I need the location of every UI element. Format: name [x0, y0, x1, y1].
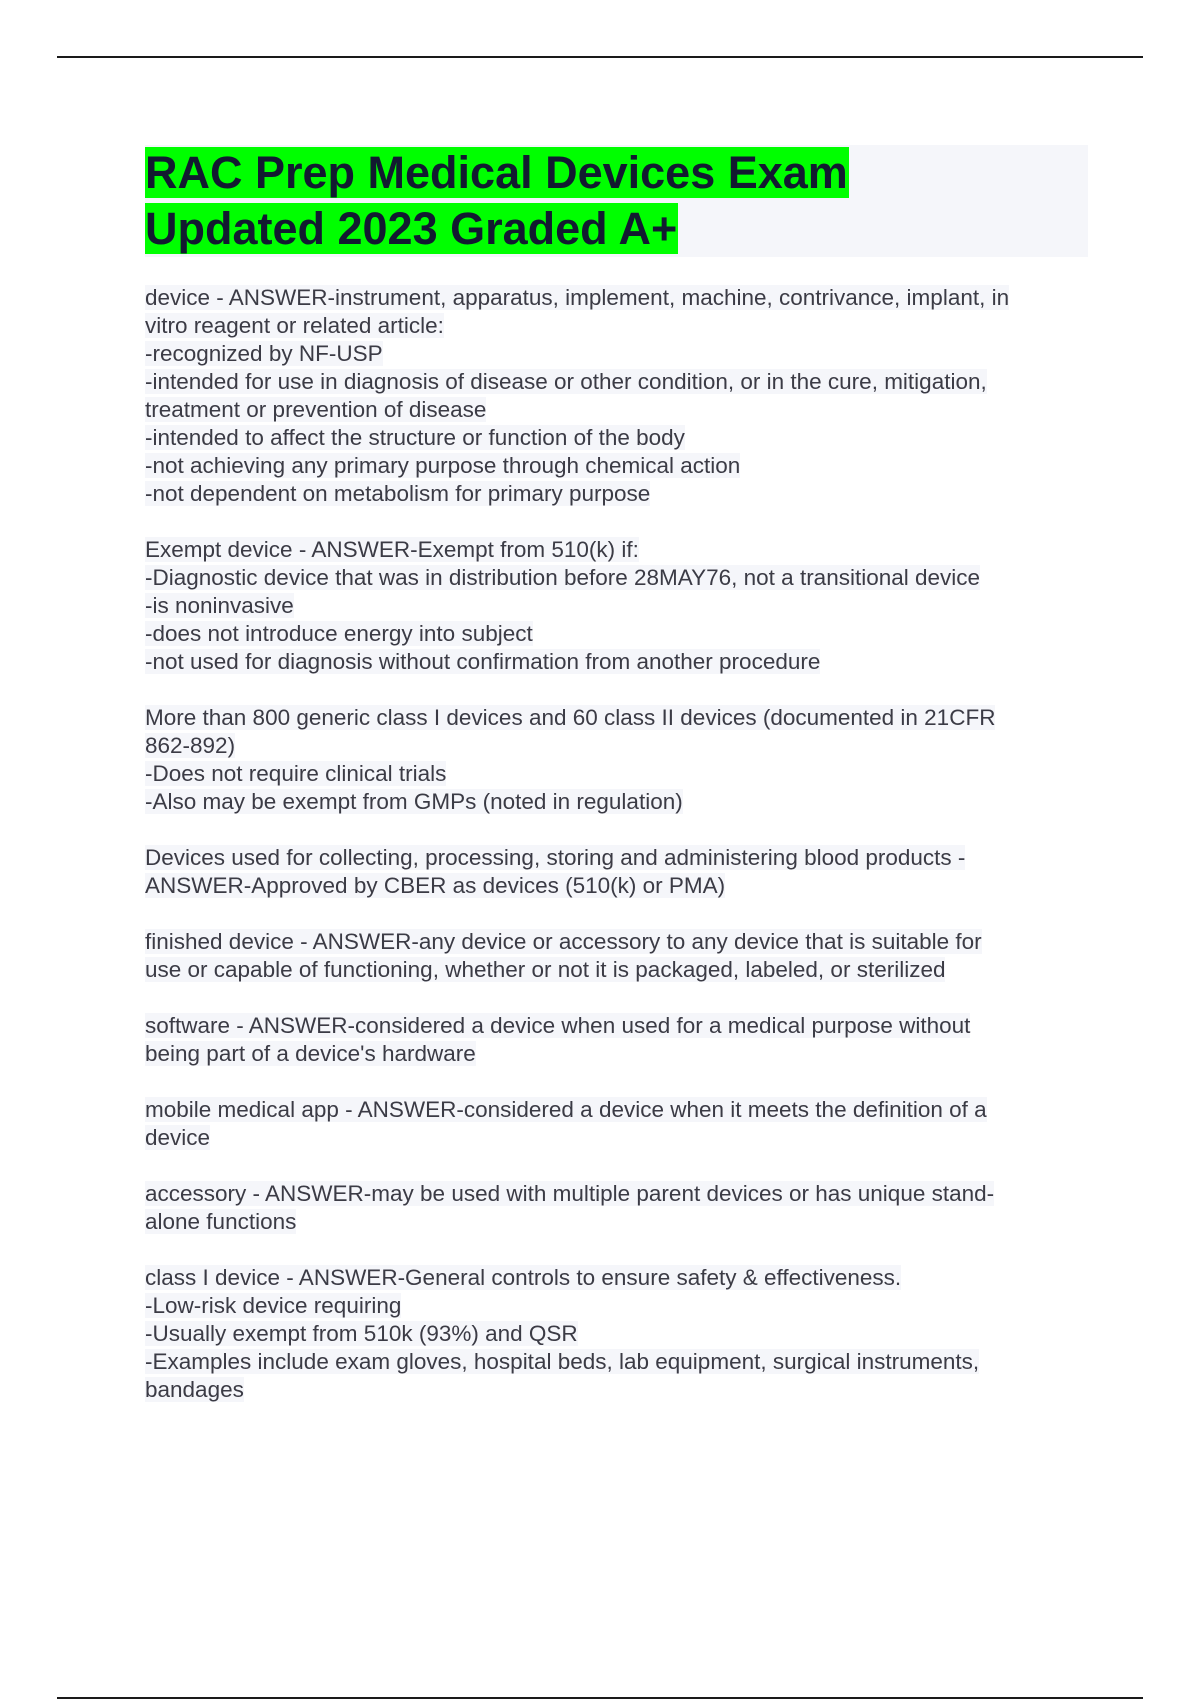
entry-line-text: More than 800 generic class I devices and 60 class II devices (documented in 21CFR	[145, 705, 996, 730]
entry-line	[145, 312, 1095, 340]
entry-line	[145, 788, 1095, 816]
qa-entry	[145, 704, 1095, 816]
entry-line-text: -not achieving any primary purpose through chemical action	[145, 453, 741, 478]
entry-line	[145, 760, 1095, 788]
qa-entry	[145, 928, 1095, 984]
entry-line	[145, 872, 1095, 900]
entry-line	[145, 480, 1095, 508]
entry-line	[145, 424, 1095, 452]
entry-line-text: mobile medical app - ANSWER-considered a device when it meets the definition of a	[145, 1097, 987, 1122]
entry-line-text: class I device - ANSWER-General controls to ensure safety & effectiveness.	[145, 1265, 902, 1290]
entry-line-text: software - ANSWER-considered a device when used for a medical purpose without	[145, 1013, 971, 1038]
entry-line	[145, 648, 1095, 676]
entry-line-text: vitro reagent or related article:	[145, 313, 444, 338]
entry-line	[145, 1208, 1095, 1236]
entry-line	[145, 396, 1095, 424]
title-line-2: Updated 2023 Graded A+	[145, 203, 678, 254]
entry-line	[145, 1292, 1095, 1320]
top-rule	[57, 56, 1143, 58]
entry-line-text: Exempt device - ANSWER-Exempt from 510(k) if:	[145, 537, 639, 562]
entry-line	[145, 1124, 1095, 1152]
entry-line-text: Devices used for collecting, processing, storing and administering blood products -	[145, 845, 966, 870]
entry-line-text: -Usually exempt from 510k (93%) and QSR	[145, 1321, 578, 1346]
entry-line	[145, 564, 1095, 592]
entry-line-text: -Does not require clinical trials	[145, 761, 447, 786]
entry-line-text: -is noninvasive	[145, 593, 294, 618]
qa-entry	[145, 536, 1095, 676]
entry-line-text: use or capable of functioning, whether or not it is packaged, labeled, or sterilized	[145, 957, 946, 982]
bottom-rule	[57, 1697, 1143, 1699]
entry-line-text: -does not introduce energy into subject	[145, 621, 533, 646]
entry-line	[145, 704, 1095, 732]
entry-line	[145, 452, 1095, 480]
entry-line-text: -intended to affect the structure or function of the body	[145, 425, 685, 450]
entry-line-text: bandages	[145, 1377, 244, 1402]
qa-entry	[145, 284, 1095, 508]
entry-line	[145, 732, 1095, 760]
entry-line-text: accessory - ANSWER-may be used with multiple parent devices or has unique stand-	[145, 1181, 995, 1206]
entry-line-text: -not used for diagnosis without confirmation from another procedure	[145, 649, 821, 674]
document-title	[145, 145, 1088, 257]
entry-line	[145, 1012, 1095, 1040]
qa-entry	[145, 844, 1095, 900]
entry-line	[145, 340, 1095, 368]
entry-line	[145, 1264, 1095, 1292]
entry-line	[145, 1040, 1095, 1068]
entry-line	[145, 956, 1095, 984]
qa-entry	[145, 1012, 1095, 1068]
entry-line	[145, 368, 1095, 396]
entry-line-text: device	[145, 1125, 211, 1150]
entry-line	[145, 1096, 1095, 1124]
entry-line	[145, 1180, 1095, 1208]
title-block	[145, 145, 1088, 257]
entry-line-text: -Also may be exempt from GMPs (noted in regulation)	[145, 789, 683, 814]
entry-line	[145, 592, 1095, 620]
entry-line	[145, 1348, 1095, 1376]
entry-line-text: being part of a device's hardware	[145, 1041, 476, 1066]
entry-line-text: treatment or prevention of disease	[145, 397, 487, 422]
document-body	[145, 284, 1095, 1432]
qa-entry	[145, 1264, 1095, 1404]
entry-line	[145, 620, 1095, 648]
entry-line	[145, 844, 1095, 872]
entry-line	[145, 1376, 1095, 1404]
entry-line-text: 862-892)	[145, 733, 236, 758]
entry-line	[145, 1320, 1095, 1348]
entry-line	[145, 928, 1095, 956]
entry-line-text: device - ANSWER-instrument, apparatus, implement, machine, contrivance, implant, in	[145, 285, 1010, 310]
qa-entry	[145, 1180, 1095, 1236]
entry-line	[145, 536, 1095, 564]
entry-line-text: ANSWER-Approved by CBER as devices (510(k) or PMA)	[145, 873, 726, 898]
entry-line-text: -recognized by NF-USP	[145, 341, 383, 366]
title-line-1: RAC Prep Medical Devices Exam	[145, 147, 848, 198]
entry-line-text: -Low-risk device requiring	[145, 1293, 402, 1318]
entry-line-text: -Diagnostic device that was in distribution before 28MAY76, not a transitional device	[145, 565, 981, 590]
entry-line-text: alone functions	[145, 1209, 297, 1234]
entry-line	[145, 284, 1095, 312]
entry-line-text: -not dependent on metabolism for primary purpose	[145, 481, 651, 506]
entry-line-text: finished device - ANSWER-any device or accessory to any device that is suitable for	[145, 929, 982, 954]
entry-line-text: -intended for use in diagnosis of disease or other condition, or in the cure, mitigation,	[145, 369, 987, 394]
entry-line-text: -Examples include exam gloves, hospital beds, lab equipment, surgical instruments,	[145, 1349, 980, 1374]
qa-entry	[145, 1096, 1095, 1152]
